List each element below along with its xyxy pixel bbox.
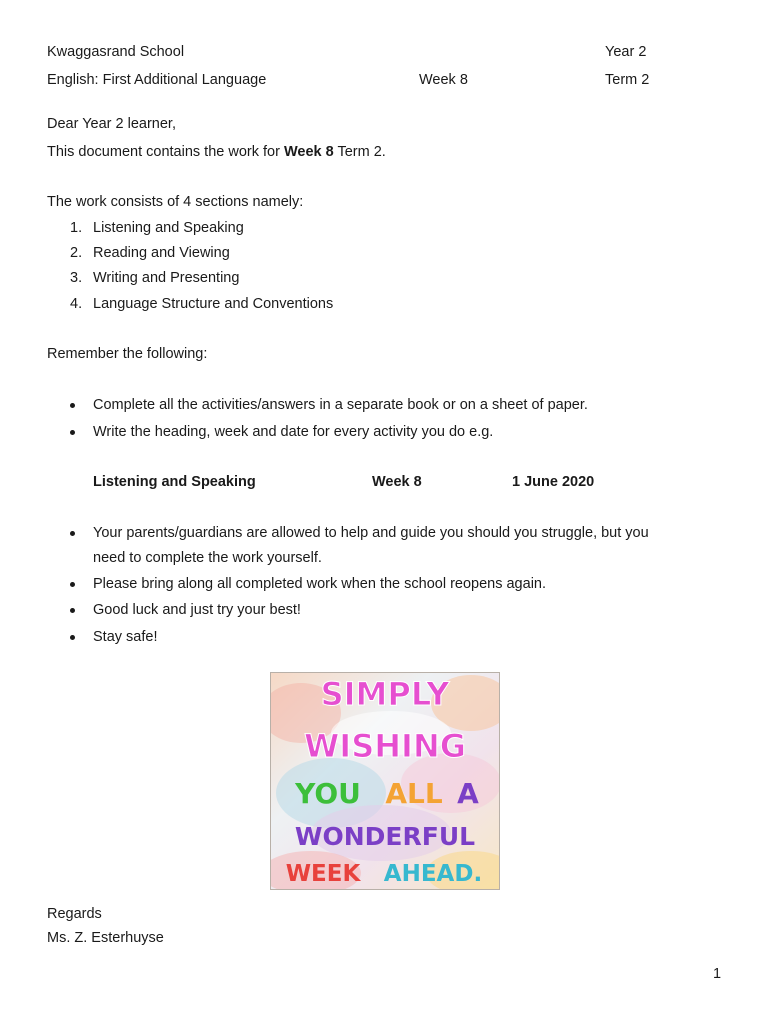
year-label: Year 2 bbox=[605, 44, 647, 60]
image-line5-a: WEEK bbox=[285, 861, 361, 887]
section-number: 1. bbox=[70, 220, 83, 236]
bullet-text: Write the heading, week and date for every activity you do e.g. bbox=[93, 424, 494, 440]
bullet-text: Good luck and just try your best! bbox=[93, 602, 301, 618]
term-label: Term 2 bbox=[605, 72, 650, 88]
bullet-text: Please bring along all completed work when the school reopens again. bbox=[93, 576, 547, 592]
image-line2: WISHING bbox=[304, 727, 466, 765]
image-line4: WONDERFUL bbox=[294, 822, 476, 851]
closing: Regards bbox=[47, 906, 102, 922]
section-item: Language Structure and Conventions bbox=[93, 296, 334, 312]
bullet-icon bbox=[70, 403, 75, 408]
school-name: Kwaggasrand School bbox=[47, 44, 185, 60]
image-line3-a: YOU bbox=[295, 777, 361, 810]
page-number: 1 bbox=[713, 966, 722, 982]
intro-suffix: Term 2. bbox=[333, 144, 386, 160]
bullet-icon bbox=[70, 635, 75, 640]
intro-text bbox=[47, 143, 386, 161]
bullet-text-continued: need to complete the work yourself. bbox=[93, 550, 322, 566]
greeting: Dear Year 2 learner, bbox=[47, 116, 176, 132]
image-line3-b: ALL bbox=[385, 777, 443, 810]
image-line3-c: A bbox=[457, 777, 479, 810]
section-item: Reading and Viewing bbox=[93, 245, 230, 261]
example-heading: Listening and Speaking bbox=[93, 474, 256, 490]
section-number: 3. bbox=[70, 270, 83, 286]
image-line1: SIMPLY bbox=[320, 675, 450, 713]
section-number: 4. bbox=[70, 296, 83, 312]
section-number: 2. bbox=[70, 245, 83, 261]
bullet-icon bbox=[70, 608, 75, 613]
remember-heading: Remember the following: bbox=[47, 346, 208, 362]
bullet-text: Stay safe! bbox=[93, 629, 158, 645]
bullet-icon bbox=[70, 531, 75, 536]
signature: Ms. Z. Esterhuyse bbox=[47, 930, 164, 946]
section-item: Writing and Presenting bbox=[93, 270, 240, 286]
bullet-text: Complete all the activities/answers in a separate book or on a sheet of paper. bbox=[93, 397, 588, 413]
sections-intro: The work consists of 4 sections namely: bbox=[47, 194, 304, 210]
intro-prefix: This document contains the work for bbox=[47, 144, 284, 160]
intro-week: Week 8 bbox=[283, 144, 334, 160]
subject-label: English: First Additional Language bbox=[47, 72, 267, 88]
section-item: Listening and Speaking bbox=[93, 220, 244, 236]
week-label: Week 8 bbox=[419, 72, 468, 88]
wishing-image bbox=[270, 672, 500, 890]
bullet-icon bbox=[70, 582, 75, 587]
bullet-icon bbox=[70, 430, 75, 435]
example-date: 1 June 2020 bbox=[512, 474, 595, 490]
image-line5-b: AHEAD. bbox=[383, 861, 483, 887]
bullet-text: Your parents/guardians are allowed to help and guide you should you struggle, but you bbox=[93, 525, 649, 541]
example-week: Week 8 bbox=[372, 474, 422, 490]
